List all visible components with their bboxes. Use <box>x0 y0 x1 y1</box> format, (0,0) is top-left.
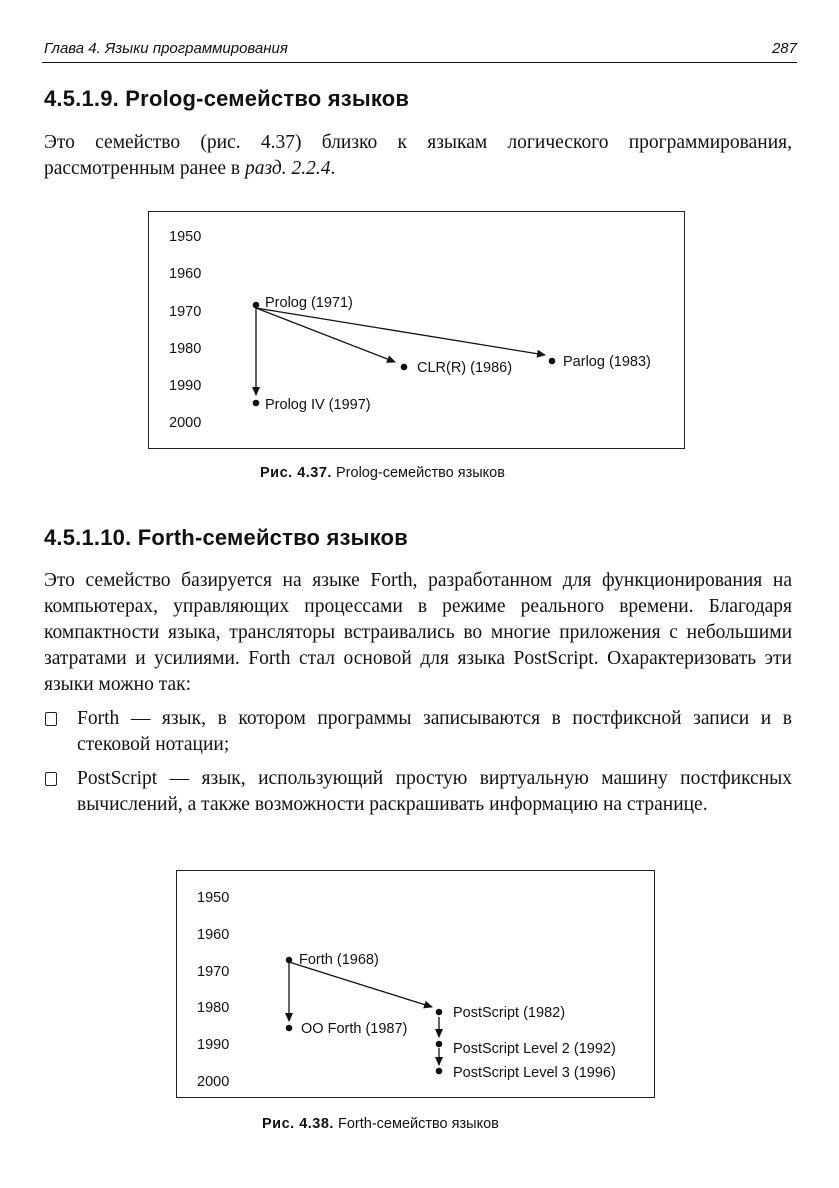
figure-caption-4-38: Рис. 4.38. Forth-семейство языков <box>262 1116 499 1132</box>
year-label: 1990 <box>169 378 202 394</box>
year-label: 1970 <box>169 304 202 320</box>
year-label: 2000 <box>169 415 202 431</box>
section-title-forth: 4.5.1.10. Forth-семейство языков <box>44 525 408 550</box>
node-clr: CLR(R) (1986) <box>417 360 513 376</box>
list-item: PostScript — язык, использующий простую виртуальную машину постфиксных вычислений, а также возможности раскрашивать информацию на странице. <box>44 766 792 818</box>
node-dot <box>286 1025 293 1032</box>
chapter-title: Глава 4. Языки программирования <box>44 40 288 57</box>
checkbox-bullet-icon <box>45 772 57 786</box>
figure-caption-4-37: Рис. 4.37. Prolog-семейство языков <box>260 465 505 481</box>
node-dot <box>253 302 260 309</box>
node-postscript: PostScript (1982) <box>453 1005 566 1021</box>
node-prolog-iv: Prolog IV (1997) <box>265 397 371 413</box>
node-parlog: Parlog (1983) <box>563 354 651 370</box>
year-label: 1960 <box>169 266 202 282</box>
arrow-prolog-to-clr <box>256 308 395 362</box>
node-oo-forth: OO Forth (1987) <box>301 1021 408 1037</box>
node-dot <box>436 1041 443 1048</box>
node-forth: Forth (1968) <box>299 952 379 968</box>
node-dot <box>436 1068 443 1075</box>
node-dot <box>401 364 408 371</box>
list-item: Forth — язык, в котором программы записываются в постфиксной записи и в стековой нотации; <box>44 706 792 758</box>
checkbox-bullet-icon <box>45 712 57 726</box>
arrow-prolog-to-parlog <box>256 308 545 355</box>
node-dot <box>549 358 556 365</box>
year-label: 1950 <box>197 890 230 906</box>
node-postscript-level-2: PostScript Level 2 (1992) <box>453 1041 616 1057</box>
section-reference-link: разд. 2.2.4 <box>245 158 331 179</box>
year-label: 1970 <box>197 964 230 980</box>
section-title-prolog: 4.5.1.9. Prolog-семейство языков <box>44 86 410 111</box>
year-label: 1950 <box>169 229 202 245</box>
year-label: 1960 <box>197 927 230 943</box>
forth-paragraph: Это семейство базируется на языке Forth, разработанном для функционирования на компьютерах, управляющих процессами в режиме реального времени. Благодаря компактности языка, трансляторы встраивались во многие приложения с небольшими затратами и усилиями. Forth стал основой для языка PostScript. Охарактеризовать эти языки можно так: <box>44 570 792 695</box>
node-dot <box>286 957 293 964</box>
figure-prolog-family <box>148 211 685 449</box>
year-label: 1980 <box>169 341 202 357</box>
prolog-paragraph: Это семейство (рис. 4.37) близко к языкам логического программирования, рассмотренным ранее в разд. 2.2.4. <box>44 132 792 179</box>
figure-forth-family <box>176 870 655 1098</box>
year-label: 1980 <box>197 1000 230 1016</box>
running-header <box>42 36 797 63</box>
node-postscript-level-3: PostScript Level 3 (1996) <box>453 1065 616 1081</box>
year-label: 1990 <box>197 1037 230 1053</box>
node-dot <box>436 1009 443 1016</box>
node-dot <box>253 400 260 407</box>
year-label: 2000 <box>197 1074 230 1090</box>
arrow-forth-to-postscript <box>289 962 432 1007</box>
page-number: 287 <box>771 40 797 57</box>
node-prolog: Prolog (1971) <box>265 295 353 311</box>
